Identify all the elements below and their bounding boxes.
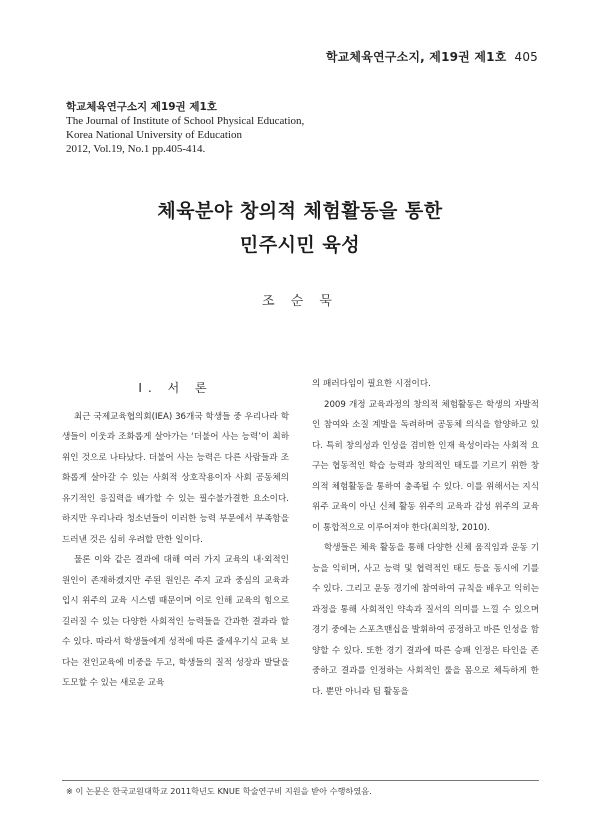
title-line-2: 민주시민 육성 xyxy=(239,234,361,256)
left-column xyxy=(62,374,289,694)
footnote-divider xyxy=(62,780,539,781)
journal-name-en: The Journal of Institute of School Physical Education, xyxy=(66,115,305,127)
page-number: 405 xyxy=(514,50,538,64)
paper-title xyxy=(0,194,600,262)
section-heading: Ⅰ. 서 론 xyxy=(138,381,213,395)
journal-citation: 2012, Vol.19, No.1 pp.405-414. xyxy=(66,143,206,155)
running-head xyxy=(326,48,538,65)
body-paragraph: 학생들은 체육 활동을 통해 다양한 신체 움직임과 운동 기능을 익히며, 사고 능력 및 협력적인 태도 등을 동시에 기를 수 있다. 그리고 운동 경기에 참여하여 규칙을 배우고 익히는 과정을 통해 사회적인 약속과 질서의 의미를 느낄 수 있으며 경기 중에는 스포츠맨십을 발휘하여 공정하고 바른 인성을 함양할 수 있다. 또한 경기 결과에 따른 승패 인정은 타인을 존중하고 결과를 인정하는 사회적인 룰을 몸으로 체득하게 한다. 뿐만 아니라 팀 활동을 xyxy=(312,543,539,697)
body-paragraph: 의 패러다임이 필요한 시점이다. xyxy=(312,379,431,389)
body-paragraph: 최근 국제교육협의회(IEA) 36개국 학생들 중 우리나라 학생들이 이웃과 조화롭게 살아가는 ‘더불어 사는 능력’이 최하위인 것으로 나타났다. 더불어 사는 능력은 다른 사람들과 조화롭게 살아갈 수 있는 사회적 상호작용이자 사회 공동체의 유기적인 응집력을 배가할 수 있는 필수불가결한 요소이다. 하지만 우리나라 청소년들이 이러한 능력 부문에서 부족함을 드러낸 것은 심히 우려할 만한 일이다. xyxy=(62,411,289,545)
body-paragraph: 2009 개정 교육과정의 창의적 체험활동은 학생의 자발적인 참여와 소질 계발을 독려하며 공동체 의식을 함양하고 있다. 특히 창의성과 인성을 겸비한 인재 육성이라는 사회적 요구는 협동적인 학습 능력과 창의적인 태도를 기르기 위한 창의적 체험활동을 통하여 충족될 수 있다. 이를 위해서는 지식 위주 교육이 아닌 신체 활동 위주의 교육과 감성 위주의 교육이 통합적으로 이루어져야 한다(최의창, 2010). xyxy=(312,399,539,533)
author-name: 조 순 묵 xyxy=(262,294,338,309)
body-paragraph: 물론 이와 같은 결과에 대해 여러 가지 교육의 내·외적인 원인이 존재하겠지만 주된 원인은 주지 교과 중심의 교육과 입시 위주의 교육 시스템 때문이며 이로 인해 교육의 힘으로 길러질 수 있는 다양한 사회적인 능력들을 간과한 결과라 할 수 있다. 따라서 학생들에게 성적에 따른 줄세우기식 교육 보다는 전인교육에 비중을 두고, 학생들의 질적 성장과 발달을 도모할 수 있는 새로운 교육 xyxy=(62,555,289,688)
footnote: ※ 이 논문은 한국교원대학교 2011학년도 KNUE 학술연구비 지원을 받아 수행하였음. xyxy=(66,786,372,796)
journal-institution: Korea National University of Education xyxy=(66,129,242,141)
journal-info xyxy=(66,100,366,156)
right-column xyxy=(312,374,539,702)
running-head-text: 학교체육연구소지, 제19권 제1호 xyxy=(325,50,507,64)
journal-name-kr: 학교체육연구소지 제19권 제1호 xyxy=(66,101,217,113)
title-line-1: 체육분야 창의적 체험활동을 통한 xyxy=(157,200,443,222)
